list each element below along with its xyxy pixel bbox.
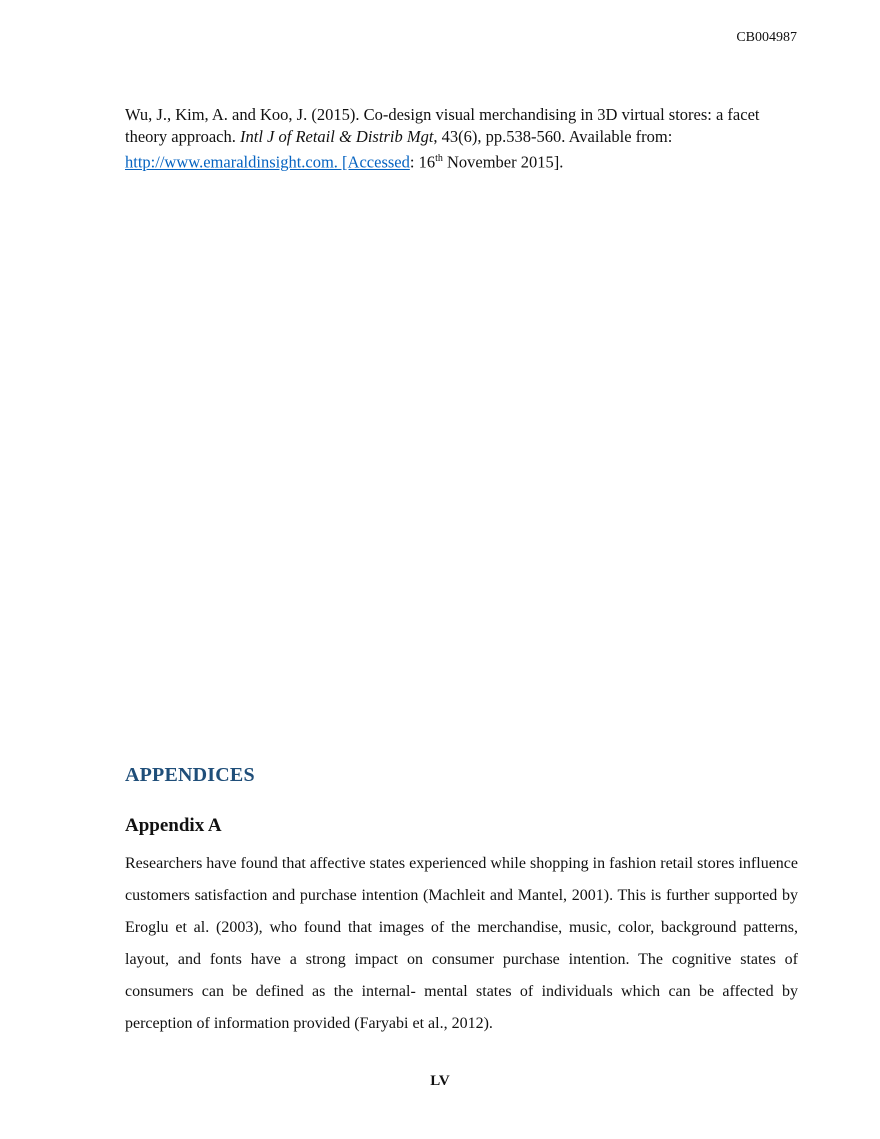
reference-accessed-sup: th (435, 153, 443, 164)
document-id: CB004987 (736, 30, 797, 45)
reference-accessed-suffix: November 2015]. (442, 152, 564, 172)
reference-link[interactable]: http://www.emaraldinsight.com. [Accessed (125, 152, 410, 172)
appendix-a-paragraph: Researchers have found that affective states experienced while shopping in fashion retail stores influence customers satisfaction and purchase intention (Machleit and Mantel, 2001). This is further supported by Eroglu et al. (2003), who found that images of the merchandise, music, color, background patterns, layout, and fonts have a strong impact on consumer purchase intention. The cognitive states of consumers can be defined as the internal- mental states of individuals which can be affected by perception of information provided (Faryabi et al., 2012). (125, 855, 798, 1032)
reference-journal: Intl J of Retail & Distrib Mgt (240, 127, 434, 146)
reference-entry (125, 104, 805, 174)
appendix-a-heading: Appendix A (125, 815, 222, 836)
appendices-heading: APPENDICES (125, 764, 255, 786)
reference-accessed-prefix: : 16 (409, 152, 436, 172)
page-number: LV (430, 1073, 450, 1089)
reference-authors-title: Wu, J., Kim, A. and Koo, J. (2015). Co-design visual merchandising in 3D virtual stores: a facet theory approach. (125, 105, 760, 146)
reference-details: , 43(6), pp.538-560. Available from: (433, 127, 673, 146)
